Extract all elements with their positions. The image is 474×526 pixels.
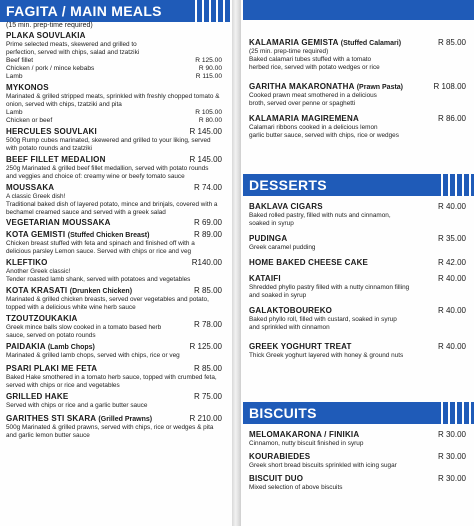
item-desc: Baked Hake smothered in a tomato herb sauce, topped with crumbed feta, [6,374,217,381]
item-desc: with potato rounds and tzatziki [6,145,92,152]
item-desc: Greek short bread biscuits sprinkled with icing sugar [249,462,397,469]
item-name: BISCUIT DUO [249,474,304,483]
item-name: KATAIFI [249,274,281,283]
item-desc: Marinated & grilled stripped meats, sprinkled with freshly chopped tomato & [6,93,220,100]
item-price: R 89.00 [193,230,222,239]
item-name: GREEK YOGHURT TREAT [249,342,352,351]
header-stripes [190,0,230,22]
item-price: R 75.00 [193,392,222,401]
price-row: Beef fillet R 125.00 [6,57,222,64]
item-name: KLEFTIKO [6,258,48,267]
desserts-title: DESSERTS [249,177,327,193]
item-desc: perfection, served with chips, salad and tzatziki [6,49,140,56]
item-name: PAIDAKIA (Lamb Chops) [6,342,95,351]
item-desc: Baked phyllo roll, filled with custard, soaked in syrup [249,316,397,323]
item-price: R 125.00 [189,342,222,351]
item-name: HERCULES SOUVLAKI [6,127,97,136]
item-desc: Cooked prawn meat smothered in a delicious [249,92,377,99]
item-desc: Marinated & grilled lamb chops, served with chips, rice or veg [6,352,180,359]
item-name: KOTA KRASATI (Drunken Chicken) [6,286,133,295]
main-meals-header [0,0,230,22]
item-name: BAKLAVA CIGARS [249,202,323,211]
price-row: Lamb R 105.00 [6,109,222,116]
item-desc: and garlic lemon butter sauce [6,432,90,439]
item-desc: Greek mince balls slow cooked in a tomato based herb [6,324,162,331]
item-desc: Baked rolled pastry, filled with nuts and cinnamon, [249,212,391,219]
item-name: HOME BAKED CHEESE CAKE [249,258,369,267]
item-desc: topped with a delicious white wine herb sauce [6,304,136,311]
item-name: KOTA GEMISTI (Stuffed Chicken Breast) [6,230,150,239]
item-price: R 145.00 [189,155,222,164]
item-desc: 250g Marinated & grilled beef fillet medallion, served with potato rounds [6,165,209,172]
item-name: MOUSSAKA [6,183,55,192]
item-desc: Served with chips or rice and a garlic butter sauce [6,402,148,409]
item-name: BEEF FILLET MEDALION [6,155,106,164]
seafood-desserts-column [243,0,474,526]
item-price: R 69.00 [193,218,222,227]
item-name: KOURABIEDES [249,452,311,461]
item-price: R 85.00 [437,38,466,47]
item-desc: served with chips or rice and vegetables [6,382,120,389]
item-desc: Tender roasted lamb shank, served with potatoes and vegetables [6,276,191,283]
item-desc: A classic Greek dish! [6,193,66,200]
page-fold [232,0,241,526]
item-desc: Chicken breast stuffed with feta and spinach and finished off with a [6,240,195,247]
item-price: R 145.00 [189,127,222,136]
item-desc: Another Greek classic! [6,268,71,275]
item-desc: 500g Rump cubes marinated, skewered and grilled to your liking, served [6,137,211,144]
item-price: R 78.00 [193,320,222,329]
item-desc: Traditional baked dish of layered potato, mince and brinjals, covered with a [6,201,218,208]
item-name: MYKONOS [6,83,49,92]
item-name: GARITHA MAKARONATHA (Prawn Pasta) [249,82,404,91]
item-desc: 500g Marinated & grilled prawns, served with chips, rice or wedges & pita [6,424,214,431]
item-price: R 40.00 [437,306,466,315]
item-desc: sauce, served on potato rounds [6,332,96,339]
price-row: Chicken or beef R 80.00 [6,117,222,124]
item-desc: Prime selected meats, skewered and grilled to [6,41,137,48]
item-name: KALAMARIA MAGIREMENA [249,114,359,123]
item-desc: herbed rice, served with potato wedges or rice [249,64,380,71]
item-name: GRILLED HAKE [6,392,69,401]
item-desc: broth, served over penne or spaghetti [249,100,356,107]
item-name: PLAKA SOUVLAKIA [6,31,86,40]
item-price: R 40.00 [437,202,466,211]
item-price: R 30.00 [437,452,466,461]
item-desc: Cinnamon, nutty biscuit finished in syrup [249,440,364,447]
item-desc: onion, served with chips, tzatziki and pita [6,101,122,108]
price-row: Lamb R 115.00 [6,73,222,80]
item-name: KALAMARIA GEMISTA (Stuffed Calamari) [249,38,402,47]
item-price: R140.00 [191,258,222,267]
item-desc: (25 min. prep-time required) [249,48,329,55]
biscuits-title: BISCUITS [249,405,317,421]
item-price: R 86.00 [437,114,466,123]
price-row: Chicken / pork / mince kebabs R 90.00 [6,65,222,72]
item-price: R 30.00 [437,430,466,439]
item-name: GARITHES STI SKARA (Grilled Prawns) [6,414,153,423]
item-name: GALAKTOBOUREKO [249,306,333,315]
item-price: R 40.00 [437,342,466,351]
item-price: R 85.00 [193,364,222,373]
item-desc: and soaked in syrup [249,292,307,299]
item-name: MELOMAKARONA / FINIKIA [249,430,360,439]
item-name: PUDINGA [249,234,288,243]
item-desc: and veggies and choice of: creamy wine or beefy tomato sauce [6,173,185,180]
item-price: R 74.00 [193,183,222,192]
item-desc: Calamari ribbons cooked in a delicious lemon [249,124,378,131]
item-desc: Shredded phyllo pastry filled with a nutty cinnamon filling [249,284,410,291]
biscuits-header [243,402,474,424]
item-desc: Greek caramel pudding [249,244,316,251]
item-price: R 210.00 [189,414,222,423]
header-stripes [436,402,474,424]
item-price: R 30.00 [437,474,466,483]
main-meals-column [0,0,230,526]
item-price: R 35.00 [437,234,466,243]
item-price: R 85.00 [193,286,222,295]
item-desc: and sprinkled with cinnamon [249,324,330,331]
item-desc: garlic butter sauce, served with chips, rice or wedges [249,132,399,139]
item-desc: delicious parsley Lemon sauce. Served with chips or rice and veg [6,248,192,255]
item-desc: Mixed selection of above biscuits [249,484,343,491]
item-price: R 108.00 [433,82,466,91]
item-desc: Baked calamari tubes stuffed with a tomato [249,56,372,63]
item-name: VEGETARIAN MOUSSAKA [6,218,111,227]
item-name: TZOUTZOUKAKIA [6,314,78,323]
prep-note: (15 min. prep-time required) [6,22,93,29]
item-desc: Thick Greek yoghurt layered with honey & ground nuts [249,352,404,359]
item-desc: bechamel creamed sauce and served with a greek salad [6,209,166,216]
main-meals-title: FAGITA / MAIN MEALS [6,3,162,19]
item-name: PSARI PLAKI ME FETA [6,364,98,373]
item-desc: Marinated & grilled chicken breasts, served over vegetables and potato, [6,296,209,303]
item-price: R 40.00 [437,274,466,283]
desserts-header [243,174,474,196]
item-price: R 42.00 [437,258,466,267]
top-color-bar [243,0,474,20]
item-desc: soaked in syrup [249,220,294,227]
header-stripes [436,174,474,196]
